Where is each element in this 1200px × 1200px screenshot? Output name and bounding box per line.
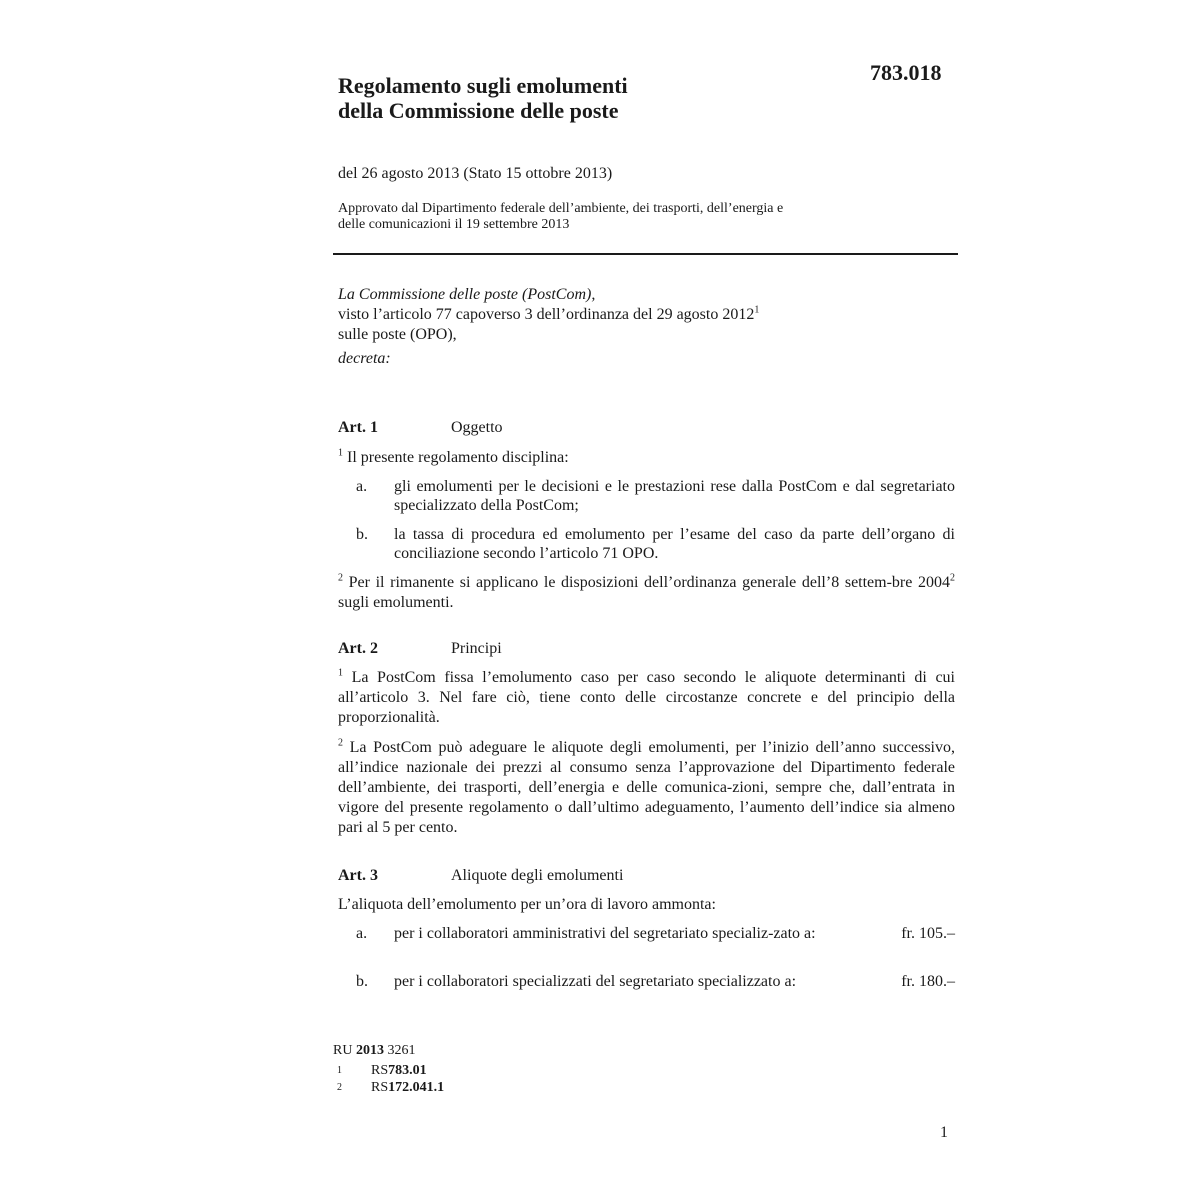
article-title: Aliquote degli emolumenti bbox=[451, 867, 624, 884]
official-compilation-ref: RU 2013 3261 bbox=[333, 1043, 416, 1058]
footnote-2: 2 RS 172.041.1 bbox=[337, 1080, 445, 1095]
fee-amount: fr. 105.– bbox=[901, 925, 955, 942]
ingress-decreta: decreta: bbox=[338, 350, 391, 367]
approval-line-1: Approvato dal Dipartimento federale dell’ambiente, dei trasporti, dell’energia e bbox=[338, 201, 784, 216]
title-line-1: Regolamento sugli emolumenti bbox=[338, 73, 628, 98]
approval-line-2: delle comunicazioni il 19 settembre 2013 bbox=[338, 217, 570, 232]
article-2-paragraph-2: $^2$ La PostCom può adeguare le aliquote degli emolumenti, per l’inizio dell’anno successivo, all’indice nazionale dei prezzi al consumo senza l’approvazione del Dipartimento federale dell’ambiente, dei trasporti, dell’energia e delle comunica-zioni, sempre che, dall’entrata in vigore del presente regolamento o dall’ultimo adeguamento, l’aumento dell’indice sia almeno pari al 5 per cento. bbox=[338, 737, 955, 836]
article-3-heading bbox=[338, 867, 623, 885]
fee-amount: fr. 180.– bbox=[901, 973, 955, 990]
article-title: Oggetto bbox=[451, 419, 503, 436]
document-date: del 26 agosto 2013 (Stato 15 ottobre 2013) bbox=[338, 165, 613, 182]
article-1-paragraph-2: $^2$ Per il rimanente si applicano le disposizioni dell’ordinanza generale dell’8 settem-bre 2004$^2$ sugli emolumenti. bbox=[338, 572, 955, 611]
ingress-visto-2: sulle poste (OPO), bbox=[338, 326, 457, 343]
footnote-1: 1 RS 783.01 bbox=[337, 1063, 427, 1078]
ingress bbox=[338, 285, 958, 369]
article-1-heading bbox=[338, 419, 503, 437]
article-1-paragraph-1: $^1$ Il presente regolamento disciplina: bbox=[338, 447, 569, 466]
page-number: 1 bbox=[940, 1124, 948, 1141]
header-divider bbox=[333, 253, 958, 255]
document-title bbox=[338, 73, 628, 123]
title-line-2: della Commissione delle poste bbox=[338, 98, 619, 123]
article-number: Art. 3 bbox=[338, 867, 378, 884]
article-3-intro: L’aliquota dell’emolumento per un’ora di lavoro ammonta: bbox=[338, 896, 716, 913]
ingress-visto: visto l’articolo 77 capoverso 3 dell’ordinanza del 29 agosto 2012$^1$ bbox=[338, 304, 760, 323]
article-number: Art. 2 bbox=[338, 640, 378, 657]
list-item: a. per i collaboratori amministrativi del segretariato specializ-zato a: fr. 105.– bbox=[356, 925, 955, 942]
sr-number: 783.018 bbox=[870, 60, 942, 85]
ingress-authority: La Commissione delle poste (PostCom), bbox=[338, 286, 596, 303]
article-number: Art. 1 bbox=[338, 419, 378, 436]
article-2-paragraph-1: $^1$ La PostCom fissa l’emolumento caso per caso secondo le aliquote determinanti di cui all’articolo 3. Nel fare ciò, tiene conto delle circostanze concrete e del principio della proporzionalità. bbox=[338, 667, 955, 726]
list-item: a. gli emolumenti per le decisioni e le prestazioni rese dalla PostCom e dal segretariato specializzato della PostCom; bbox=[356, 478, 955, 514]
article-title: Principi bbox=[451, 640, 502, 657]
list-item: b. per i collaboratori specializzati del segretariato specializzato a: fr. 180.– bbox=[356, 973, 955, 990]
article-2-heading bbox=[338, 640, 502, 658]
list-item: b. la tassa di procedura ed emolumento per l’esame del caso da parte dell’organo di conciliazione secondo l’articolo 71 OPO. bbox=[356, 526, 955, 562]
footnote-ref-2[interactable]: 2 bbox=[950, 572, 955, 584]
approval-note bbox=[338, 201, 783, 233]
footnote-ref-1[interactable]: 1 bbox=[754, 304, 760, 316]
